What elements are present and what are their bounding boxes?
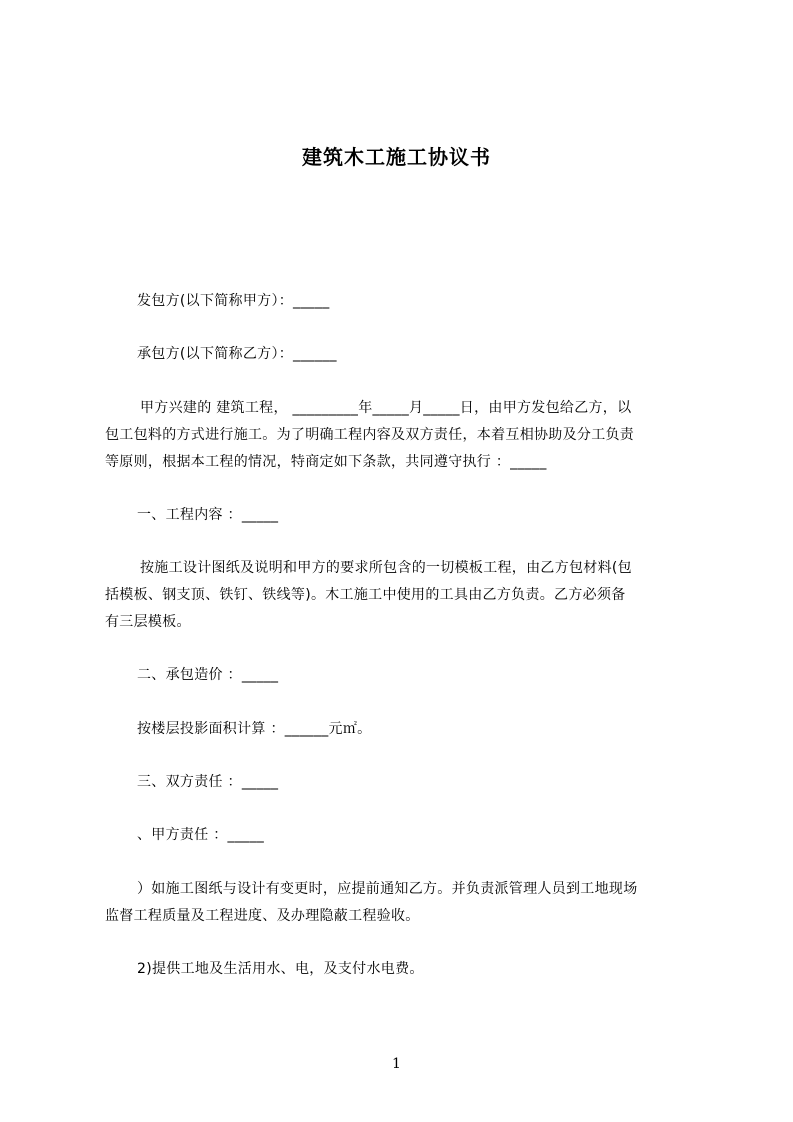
preamble-line-1: 甲方兴建的 建筑工程， _________年_____月_____日，由甲方发包给乙方，以 <box>140 400 632 416</box>
section-2-heading: 二、承包造价 ：_____ <box>137 667 279 683</box>
section-3-heading: 三、双方责任 ：_____ <box>137 774 279 790</box>
page-number: 1 <box>392 1056 401 1072</box>
duty-1-line-2: 监督工程质量及工程进度、及办理隐蔽工程验收。 <box>105 908 420 924</box>
duty-2-line: 2)提供工地及生活用水、电，及支付水电费。 <box>137 961 424 977</box>
party-a-line: 发包方(以下简称甲方）：_____ <box>137 293 330 309</box>
document-title: 建筑木工施工协议书 <box>302 145 491 169</box>
section-1-body-line-1: 按施工设计图纸及说明和甲方的要求所包含的一切模板工程，由乙方包材料(包 <box>140 560 632 576</box>
preamble-line-3: 等原则，根据本工程的情况，特商定如下条款，共同遵守执行 ：_____ <box>105 454 547 470</box>
preamble-line-2: 包工包料的方式进行施工。为了明确工程内容及双方责任，本着互相协助及分工负责 <box>105 427 635 443</box>
section-2-body: 按楼层投影面积计算 ：______元㎡。 <box>137 721 372 737</box>
duty-1-line-1: ）如施工图纸与设计有变更时，应提前通知乙方。并负责派管理人员到工地现场 <box>137 881 638 897</box>
party-a-duties-heading: 、甲方责任 ：_____ <box>137 827 265 843</box>
party-b-line: 承包方(以下简称乙方）：______ <box>137 346 337 362</box>
section-1-body-line-2: 括模板、钢支顶、铁钉、铁线等)。木工施工中使用的工具由乙方负责。乙方必须备 <box>105 587 626 603</box>
section-1-body-line-3: 有三层模板。 <box>105 614 191 630</box>
section-1-heading: 一、工程内容 ：_____ <box>137 507 279 523</box>
